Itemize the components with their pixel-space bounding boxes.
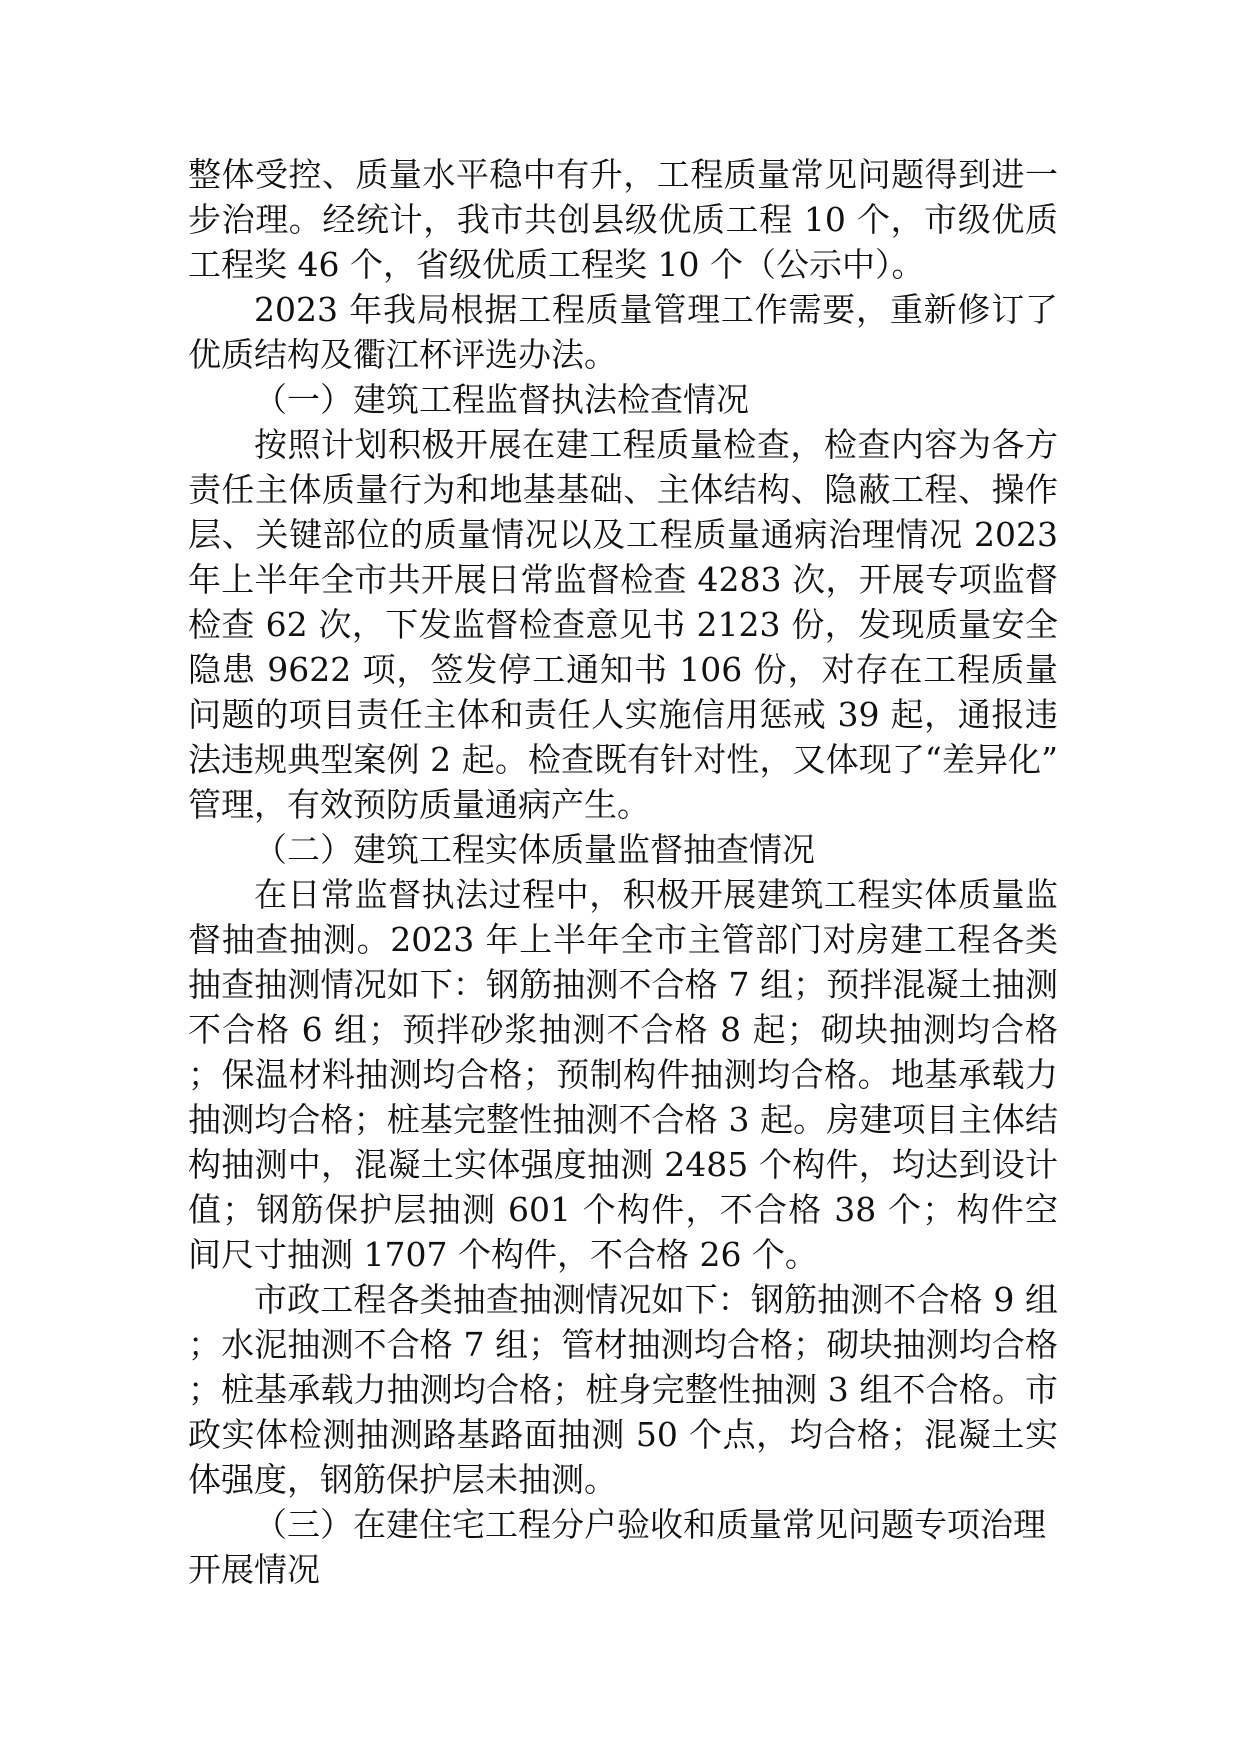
paragraph-municipal-sampling: 市政工程各类抽查抽测情况如下：钢筋抽测不合格 9 组；水泥抽测不合格 7 组；管材抽测均合格；砌块抽测均合格；桩基承载力抽测均合格；桩身完整性抽测 3 组不合格。市政实体检测抽测路基路面抽测 50 个点，均合格；混凝土实体强度，钢筋保护层未抽测。 bbox=[188, 1280, 1058, 1499]
paragraph-revision-note: 2023 年我局根据工程质量管理工作需要，重新修订了优质结构及衢江杯评选办法。 bbox=[188, 290, 1058, 374]
paragraph-building-sampling: 在日常监督执法过程中，积极开展建筑工程实体质量监督抽查抽测。2023 年上半年全市主管部门对房建工程各类抽查抽测情况如下：钢筋抽测不合格 7 组；预拌混凝土抽测不合格 6 组；预拌砂浆抽测不合格 8 起；砌块抽测均合格；保温材料抽测均合格；预制构件抽测均合格。地基承载力抽测均合格；桩基完整性抽测不合格 3 起。房建项目主体结构抽测中，混凝土实体强度抽测 2485 个构件，均达到设计值；钢筋保护层抽测 601 个构件，不合格 38 个；构件空间尺寸抽测 1707 个构件，不合格 26 个。 bbox=[188, 875, 1058, 1274]
section-heading-1: （一）建筑工程监督执法检查情况 bbox=[254, 380, 749, 419]
document-body bbox=[188, 152, 1058, 1592]
section-heading-2: （二）建筑工程实体质量监督抽查情况 bbox=[254, 830, 815, 869]
paragraph-inspection: 按照计划积极开展在建工程质量检查，检查内容为各方责任主体质量行为和地基基础、主体结构、隐蔽工程、操作层、关键部位的质量情况以及工程质量通病治理情况 2023 年上半年全市共开展日常监督检查 4283 次，开展专项监督检查 62 次，下发监督检查意见书 2123 份，发现质量安全隐患 9622 项，签发停工通知书 106 份，对存在工程质量问题的项目责任主体和责任人实施信用惩戒 39 起，通报违法违规典型案例 2 起。检查既有针对性，又体现了“差异化”管理，有效预防质量通病产生。 bbox=[188, 425, 1058, 824]
paragraph-continuation: 整体受控、质量水平稳中有升，工程质量常见问题得到进一步治理。经统计，我市共创县级优质工程 10 个，市级优质工程奖 46 个，省级优质工程奖 10 个（公示中）。 bbox=[188, 155, 1058, 284]
section-heading-3: （三）在建住宅工程分户验收和质量常见问题专项治理开展情况 bbox=[188, 1505, 1046, 1589]
